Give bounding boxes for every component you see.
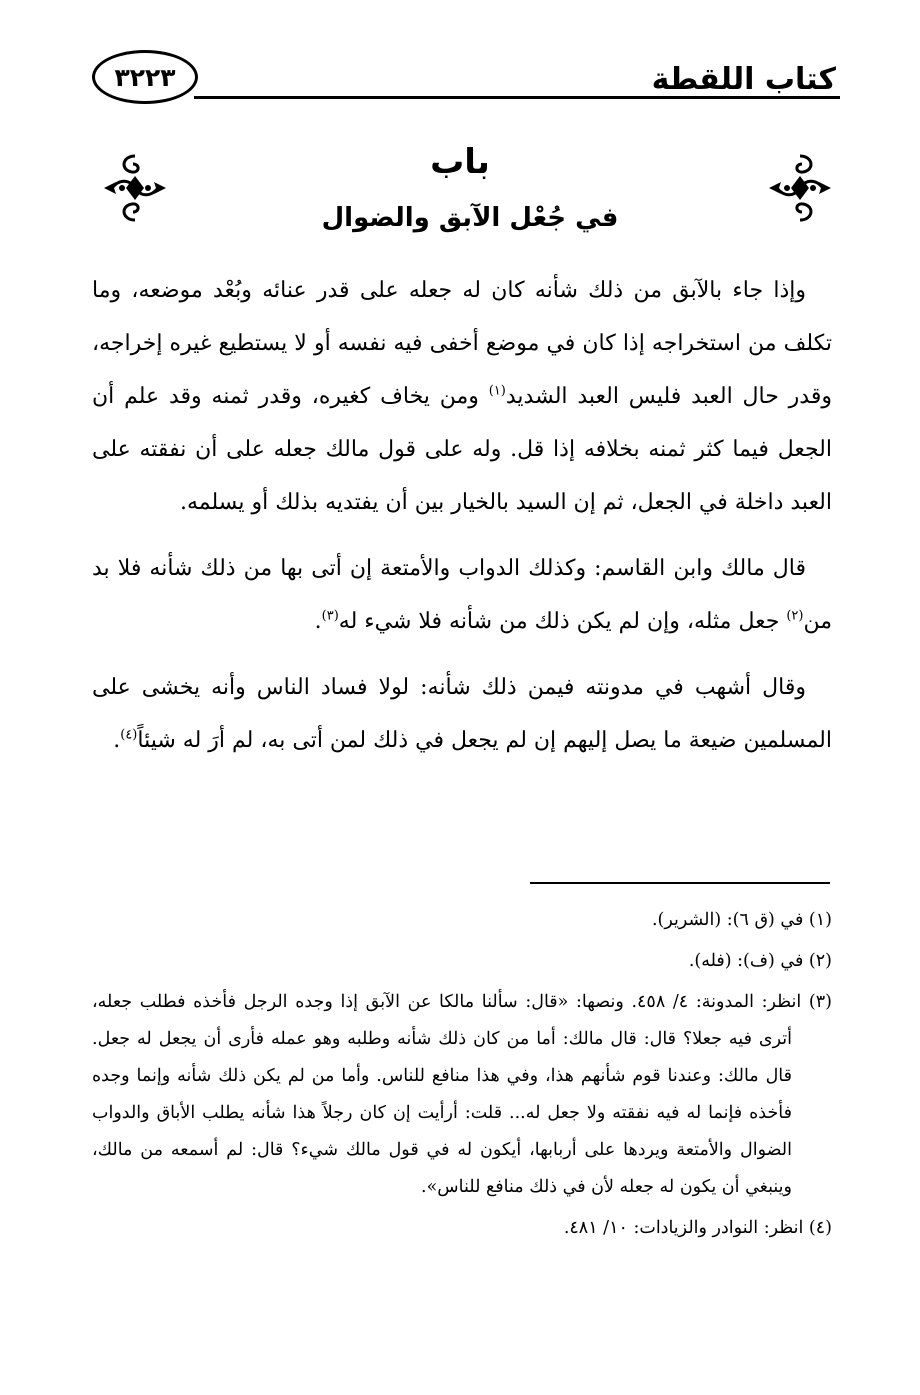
footnotes [92,902,832,1251]
main-text [92,264,832,780]
footnote-reference: (١) [488,383,506,399]
paragraph: قال مالك وابن القاسم: وكذلك الدواب والأمتعة إن أتى بها من ذلك شأنه فلا بد من$^{(٢)}$ جعل مثله، وإن لم يكن ذلك من شأنه فلا شيء له$^{(٣)}$. [92,556,832,634]
chapter-subtitle: في جُعْل الآبق والضوال [321,203,619,233]
footnote-reference: (٢) [786,608,804,624]
footnote-reference: (٣) [321,608,339,624]
footnote: (٤) انظر: النوادر والزيادات: ١٠/ ٤٨١. [563,1218,832,1238]
paragraph: وإذا جاء بالآبق من ذلك شأنه كان له جعله على قدر عنائه وبُعْد موضعه، وما تكلف من استخراجه إذا كان في موضع أخفى فيه نفسه أو لا يستطيع غيره إخراجه، وقدر حال العبد فليس العبد الشديد$^{(١)}$ ومن يخاف كغيره، وقدر ثمنه وقد علم أن الجعل فيما كثر ثمنه بخلافه إذا قل. وله على قول مالك جعله على أن نفقته على العبد داخلة في الجعل، ثم إن السيد بالخيار بين أن يفتديه بذلك أو يسلمه. [92,278,832,515]
footnote: (٣) انظر: المدونة: ٤/ ٤٥٨. ونصها: «قال: سألنا مالكا عن الآبق إذا وجده الرجل فأخذه فطلب جعله، أترى فيه جعلا؟ قال: قال مالك: أما من كان ذلك شأنه وطلبه وهو عمله فأرى أن يجعل له جعل. قال مالك: وعندنا قوم شأنهم هذا، وفي هذا منافع للناس. وأما من لم يكن ذلك شأنه وإنما وجده فأخذه فإنما له فيه نفقته ولا جعل له... قلت: أرأيت إن كان رجلاً هذا شأنه يطلب الأباق والدواب الضوال والأمتعة ويردها على أربابها، أيكون له في قول مالك شيء؟ قال: لم أسمعه من مالك، وينبغي أن يكون له جعله لأن في ذلك منافع للناس». [92,992,832,1197]
footnote-reference: (٤) [120,727,138,743]
chapter-heading: باب [430,142,490,182]
footnote-divider [530,882,830,884]
footnote: (٢) في (ف): (فله). [688,951,832,971]
page-number [92,50,198,104]
book-title: كتاب اللقطة [651,62,836,97]
footnote: (١) في (ق ٦): (الشرير). [651,910,832,930]
paragraph: وقال أشهب في مدونته فيمن ذلك شأنه: لولا فساد الناس وأنه يخشى على المسلمين ضيعة ما يصل إليهم إن لم يجعل في ذلك لمن أتى به، لم أرَ له شيئاً$^{(٤)}$. [92,675,832,753]
page-number-text: ٣٢٢٣ [114,62,176,92]
